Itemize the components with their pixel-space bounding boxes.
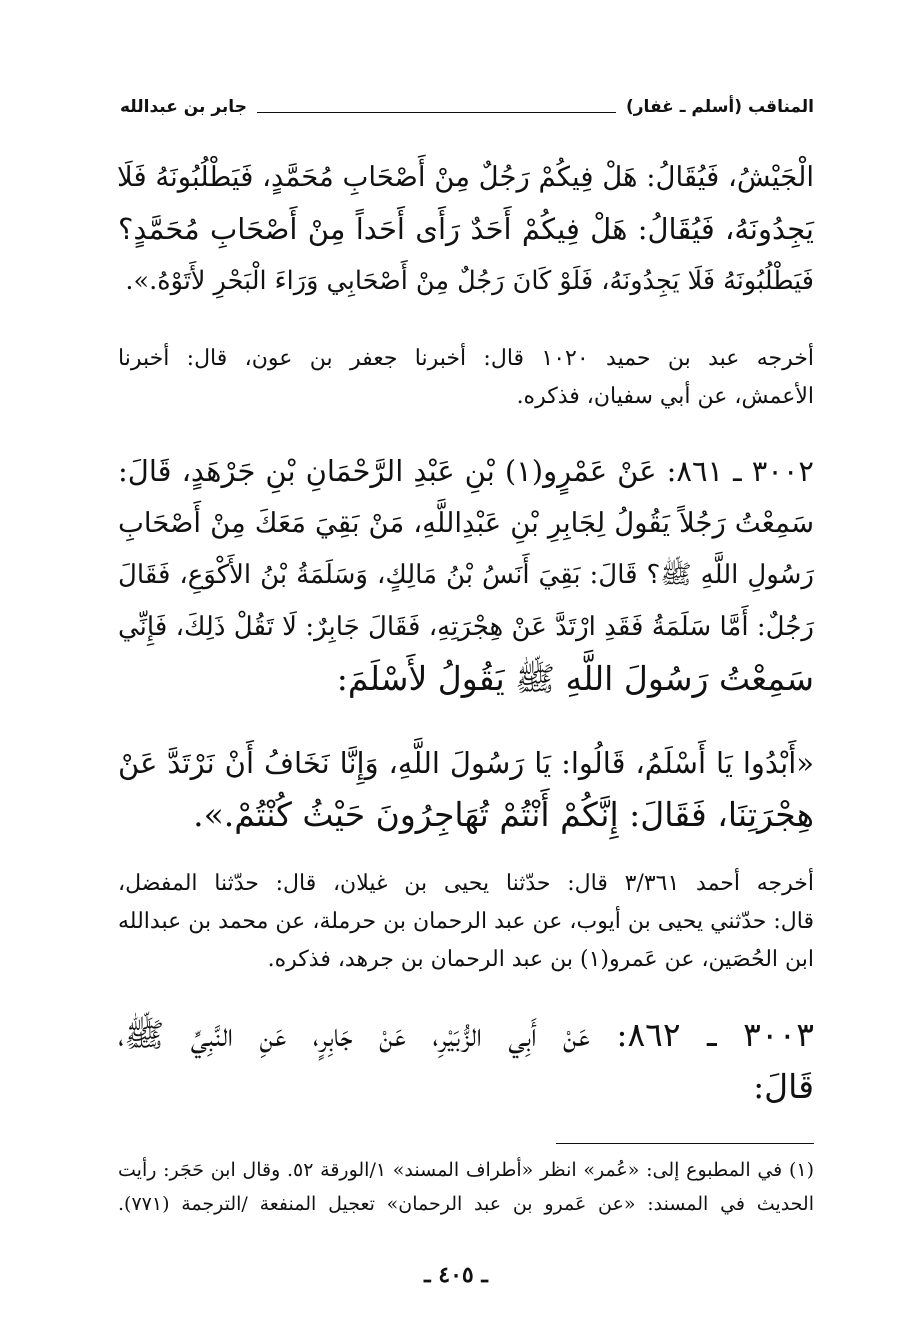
footnote-rule: [556, 1143, 814, 1144]
takhrij-2-line-2: قال: حدّثني يحيى بن أيوب، عن عبد الرحمان بن حرملة، عن محمد بن عبدالله: [118, 909, 814, 934]
hadith-2-line-4: رَجُلٌ: أَمَّا سَلَمَةُ فَقَدِ ارْتَدَّ عَنْ هِجْرَتِهِ، فَقَالَ جَابِرٌ: لَا تَقُلْ ذَلِكَ، فَإِنِّي: [118, 612, 814, 642]
hadith-2-quote-line-1: «أَبْدُوا يَا أَسْلَمُ، قَالُوا: يَا رَسُولَ اللَّهِ، وَإِنَّا نَخَافُ أَنْ نَرْتَدَّ عَنْ: [118, 746, 814, 780]
header-chapter-title: المناقب (أسلم ـ غفار): [626, 97, 814, 117]
hadith-3-line-2: قَالَ:: [753, 1067, 814, 1106]
hadith-2-line-2: سَمِعْتُ رَجُلاً يَقُولُ لِجَابِرِ بْنِ عَبْدِاللَّهِ، مَنْ بَقِيَ مَعَكَ مِنْ أَصْحَابِ: [118, 507, 814, 539]
hadith-1-line-2: يَجِدُونَهُ، فَيُقَالُ: هَلْ فِيكُمْ أَحَدٌ رَأَى أَحَداً مِنْ أَصْحَابِ مُحَمَّدٍ؟: [118, 212, 814, 246]
footnote-line-2: الحديث في المسند: «عن عَمرو بن عبد الرحمان» تعجيل المنفعة /الترجمة (٧٧١).: [118, 1193, 814, 1215]
hadith-2-line-5: سَمِعْتُ رَسُولَ اللَّهِ ﷺ يَقُولُ لأَسْلَمَ:: [336, 659, 814, 698]
takhrij-1-line-2: الأعمش، عن أبي سفيان، فذكره.: [516, 384, 814, 409]
running-header: [120, 92, 814, 122]
hadith-2-line-1: ٣٠٠٢ ـ ٨٦١: عَنْ عَمْرٍو(١) بْنِ عَبْدِ الرَّحْمَانِ بْنِ جَرْهَدٍ، قَالَ:: [118, 454, 814, 488]
hadith-2-quote-line-2: هِجْرَتِنَا، فَقَالَ: إِنَّكُمْ أَنْتُمْ تُهَاجِرُونَ حَيْثُ كُنْتُمْ.».: [193, 795, 814, 834]
hadith-2-line-3: رَسُولِ اللَّهِ ﷺ؟ قَالَ: بَقِيَ أَنَسُ بْنُ مَالِكٍ، وَسَلَمَةُ بْنُ الأَكْوَعِ، فَقَالَ: [118, 560, 814, 590]
hadith-3-line-1: ٣٠٠٣ ـ ٨٦٢: عَنْ أَبِي الزُّبَيْرِ، عَنْ جَابِرٍ، عَنِ النَّبِيِّ ﷺ،: [118, 1015, 814, 1054]
hadith-1-line-3: فَيَطْلُبُونَهُ فَلَا يَجِدُونَهُ، فَلَوْ كَانَ رَجُلٌ مِنْ أَصْحَابِي وَرَاءَ الْبَحْرِ لأَتَوْهُ.».: [125, 266, 814, 296]
hadith-1-line-1: الْجَيْشُ، فَيُقَالُ: هَلْ فِيكُمْ رَجُلٌ مِنْ أَصْحَابِ مُحَمَّدٍ، فَيَطْلُبُونَهُ فَلَا: [117, 161, 814, 193]
header-section-title: جابر بن عبدالله: [120, 97, 247, 117]
header-rule: [257, 102, 616, 113]
takhrij-2-line-3: ابن الحُصَين، عن عَمرو(١) بن عبد الرحمان بن جرهد، فذكره.: [267, 947, 814, 972]
takhrij-1-line-1: أخرجه عبد بن حميد ١٠٢٠ قال: أخبرنا جعفر بن عون، قال: أخبرنا: [118, 346, 814, 371]
takhrij-2-line-1: أخرجه أحمد ٣/٣٦١ قال: حدّثنا يحيى بن غيلان، قال: حدّثنا المفضل،: [118, 871, 814, 896]
footnote-line-1: (١) في المطبوع إلى: «عُمر» انظر «أطراف المسند» ١/الورقة ٥٢. وقال ابن حَجَر: رأيت: [118, 1159, 814, 1181]
page-number: ـ ٤٠٥ ـ: [424, 1262, 488, 1288]
